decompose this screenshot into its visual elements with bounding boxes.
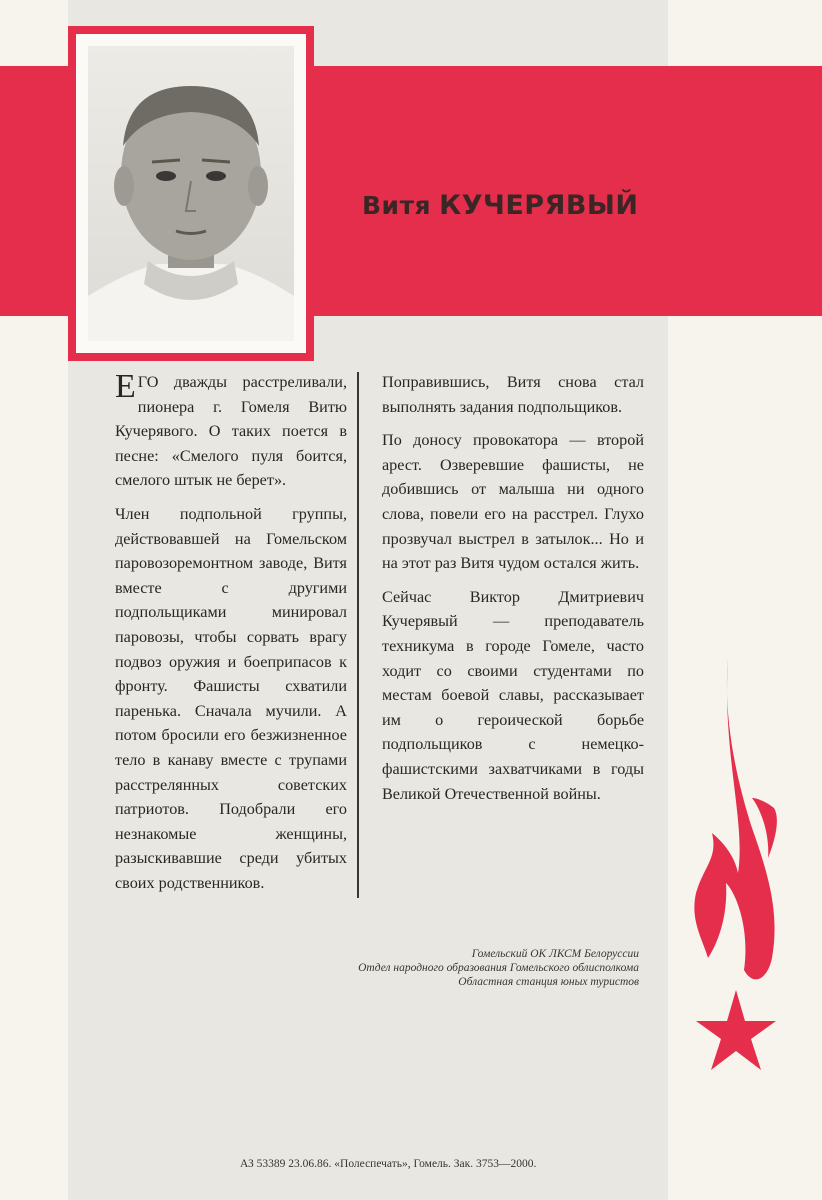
title-surname: КУЧЕРЯВЫЙ bbox=[439, 190, 639, 221]
photo-frame bbox=[68, 26, 314, 361]
column-divider bbox=[357, 372, 359, 898]
credit-line: Гомельский ОК ЛКСМ Белоруссии bbox=[471, 948, 639, 960]
page-title bbox=[362, 190, 639, 221]
credit-line: Отдел народного образования Гомельского облисполкома bbox=[358, 962, 639, 974]
imprint-line: АЗ 53389 23.06.86. «Полеспечать», Гомель. Зак. 3753—2000. bbox=[240, 1158, 537, 1170]
credit-line: Областная станция юных туристов bbox=[458, 976, 639, 988]
paragraph: ЕГО дважды расстреливали, пионера г. Гомеля Витю Кучерявого. О таких поется в песне: «Смелого пуля боится, смелого штык не берет». bbox=[115, 368, 347, 490]
article-column-left bbox=[115, 370, 347, 904]
paragraph: По доносу провокатора — второй арест. Озверевшие фашисты, не добившись от малыша ни одного слова, повели его на расстрел. Глухо прозвучал выстрел в затылок... Но и на этот раз Витя чудом остался жить. bbox=[382, 431, 644, 573]
portrait-photo bbox=[88, 46, 294, 341]
eternal-flame-star-icon bbox=[688, 658, 798, 1078]
credits bbox=[358, 947, 639, 989]
paragraph: Поправившись, Витя снова стал выполнять задания подпольщиков. bbox=[382, 373, 644, 416]
portrait-icon bbox=[88, 46, 294, 341]
title-given-name: Витя bbox=[362, 191, 432, 220]
paragraph: Член подпольной группы, действовавшей на Гомельском паровозоремонтном заводе, Витя вместе с другими подпольщиками минировал паровозы, чтобы сорвать врагу подвоз оружия и боеприпасов к фронту. Фашисты схватили паренька. Сначала мучили. А потом бросили его безжизненное тело в канаву вместе с трупами расстрелянных советских патриотов. Подобрали его незнакомые женщины, разыскивавшие среди убитых своих родственников. bbox=[115, 504, 347, 892]
drop-cap: Е bbox=[115, 368, 136, 405]
paragraph: Сейчас Виктор Дмитриевич Кучерявый — преподаватель техникума в городе Гомеле, часто ходит со своими студентами по местам боевой славы, рассказывает им о героической борьбе подпольщиков с немецко-фашистскими захватчиками в годы Великой Отечественной войны. bbox=[382, 587, 644, 803]
article-column-right bbox=[382, 370, 644, 815]
